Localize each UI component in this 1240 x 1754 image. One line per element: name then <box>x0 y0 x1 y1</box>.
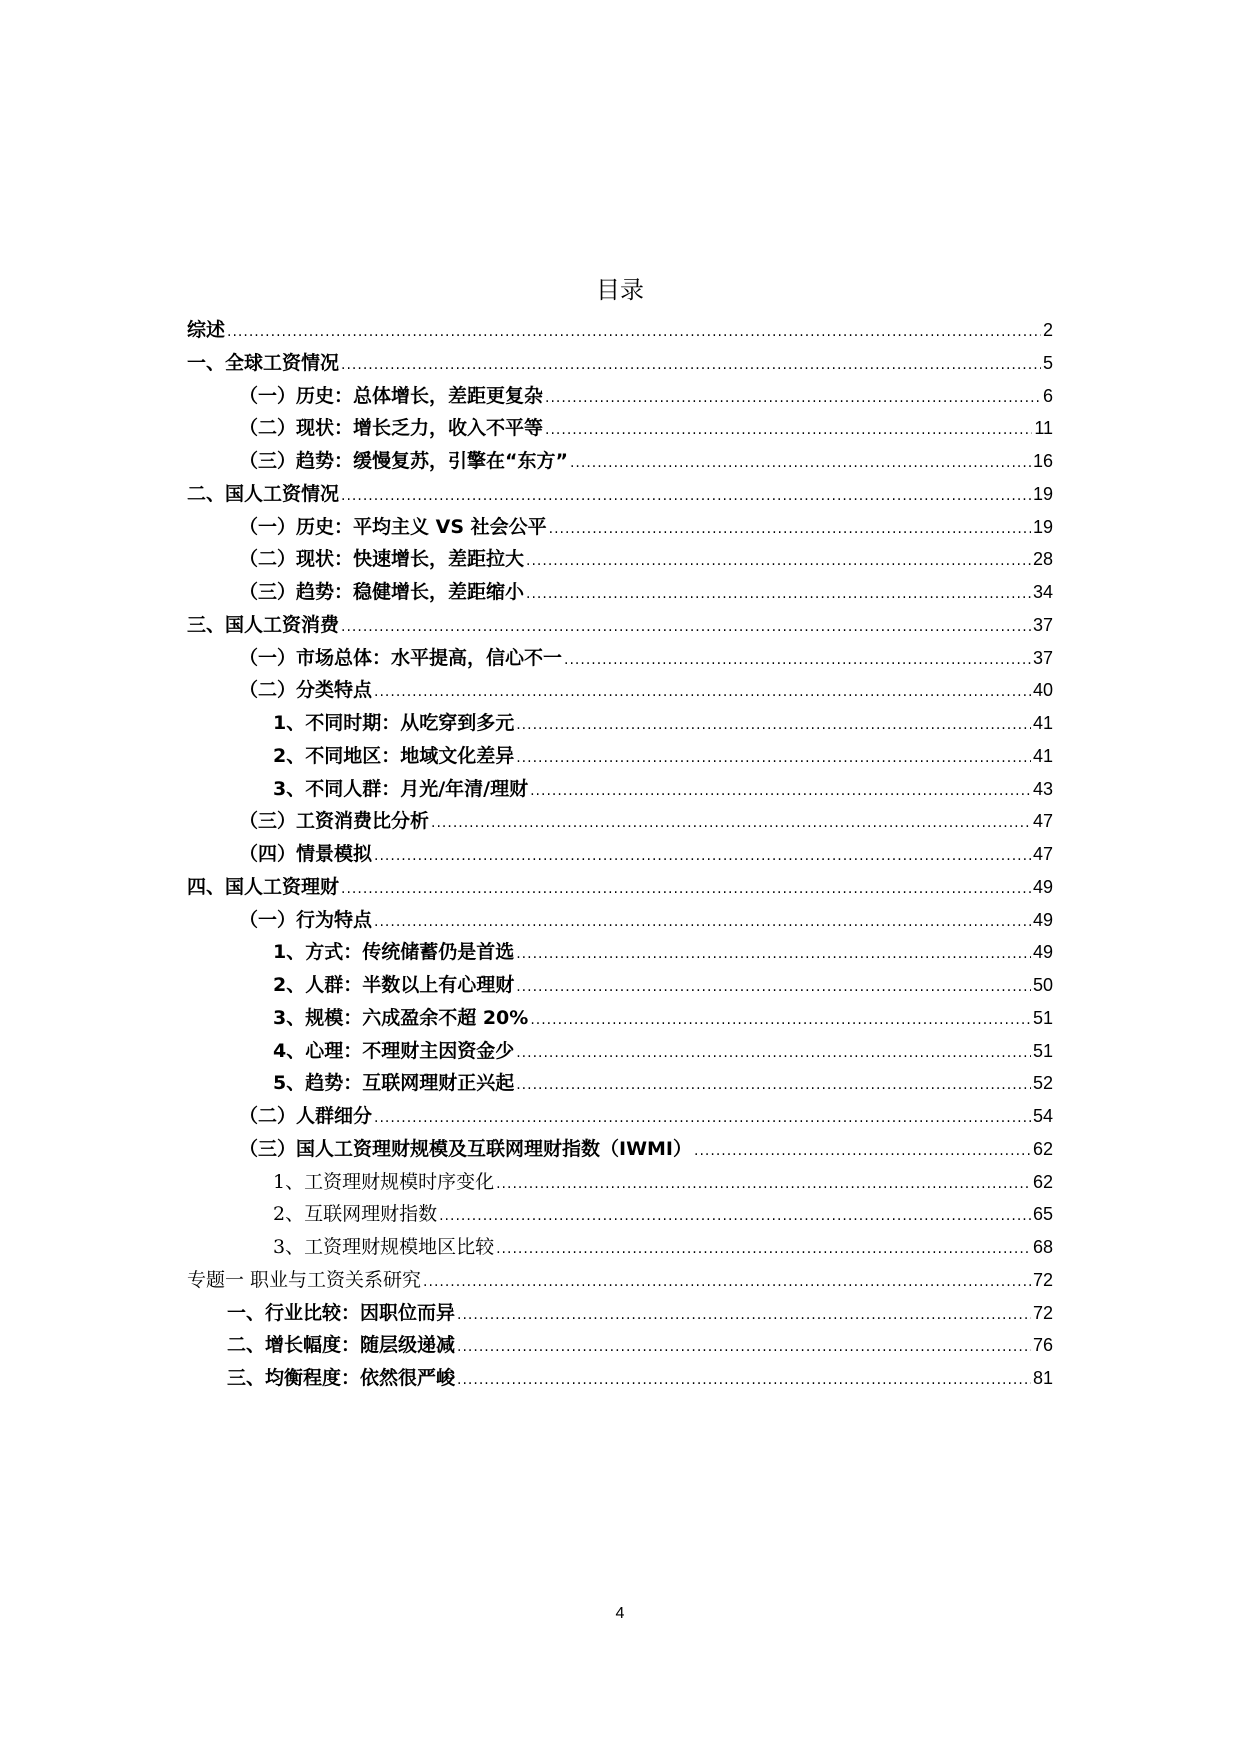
dot-leader <box>496 1176 1031 1192</box>
toc-entry-label: 专题一 职业与工资关系研究 <box>187 1268 422 1291</box>
toc-entry-page: 51 <box>1032 1007 1053 1028</box>
dot-leader <box>374 848 1031 864</box>
dot-leader <box>439 1208 1031 1224</box>
toc-entry-page: 52 <box>1032 1073 1053 1094</box>
dot-leader <box>341 357 1041 373</box>
toc-entry-label: 4、心理：不理财主因资金少 <box>273 1039 515 1062</box>
toc-entry[interactable] <box>187 1003 1053 1036</box>
dot-leader <box>516 1077 1031 1093</box>
toc-entry-label: 2、不同地区：地域文化差异 <box>273 744 515 767</box>
toc-entry-label: 2、互联网理财指数 <box>273 1203 438 1226</box>
dot-leader <box>374 684 1031 700</box>
toc-entry[interactable] <box>187 1199 1053 1232</box>
toc-entry[interactable] <box>187 1068 1053 1101</box>
dot-leader <box>457 1339 1031 1355</box>
toc-entry-page: 28 <box>1032 549 1053 570</box>
toc-entry[interactable] <box>187 1265 1053 1298</box>
toc-entry-page: 47 <box>1032 844 1053 864</box>
toc-entry-page: 49 <box>1032 876 1053 897</box>
dot-leader <box>516 1045 1031 1061</box>
dot-leader <box>530 783 1031 799</box>
toc-entry[interactable] <box>187 544 1053 577</box>
toc-entry-page: 72 <box>1032 1269 1053 1290</box>
toc-entry-label: （二）现状：增长乏力，收入不平等 <box>239 417 544 440</box>
toc-entry[interactable] <box>187 1036 1053 1069</box>
toc-entry-label: 四、国人工资理财 <box>187 875 340 898</box>
toc-entry[interactable] <box>187 512 1053 545</box>
dot-leader <box>341 619 1031 635</box>
toc-entry-page: 54 <box>1032 1106 1053 1126</box>
toc-entry-label: （二）人群细分 <box>239 1105 373 1127</box>
page-number: 4 <box>615 1605 625 1622</box>
toc-entry[interactable] <box>187 315 1053 348</box>
toc-entry-page: 5 <box>1042 352 1053 373</box>
toc-entry-page: 2 <box>1042 320 1053 340</box>
toc-entry[interactable] <box>187 1232 1053 1265</box>
table-of-contents <box>187 315 1053 1396</box>
toc-entry-page: 76 <box>1032 1335 1053 1356</box>
toc-entry-page: 19 <box>1032 483 1053 504</box>
toc-entry[interactable] <box>187 1134 1053 1167</box>
dot-leader <box>227 324 1041 340</box>
toc-entry[interactable] <box>187 774 1053 807</box>
toc-entry-page: 47 <box>1032 811 1053 832</box>
toc-entry-page: 41 <box>1032 713 1053 733</box>
toc-entry-page: 34 <box>1032 582 1053 602</box>
toc-entry-label: （三）工资消费比分析 <box>239 810 430 833</box>
toc-entry-page: 65 <box>1032 1204 1053 1225</box>
toc-entry[interactable] <box>187 675 1053 708</box>
toc-entry-label: 3、工资理财规模地区比较 <box>273 1236 495 1258</box>
toc-entry-label: （二）分类特点 <box>239 679 373 702</box>
toc-entry-page: 49 <box>1032 909 1053 930</box>
dot-leader <box>530 1012 1031 1028</box>
toc-entry[interactable] <box>187 381 1053 414</box>
toc-entry-label: （一）历史：总体增长，差距更复杂 <box>239 384 544 407</box>
toc-entry[interactable] <box>187 741 1053 774</box>
dot-leader <box>570 455 1031 471</box>
toc-entry-page: 40 <box>1032 680 1053 701</box>
toc-entry-page: 19 <box>1032 516 1053 537</box>
dot-leader <box>549 521 1031 537</box>
toc-entry[interactable] <box>187 937 1053 970</box>
toc-entry-page: 16 <box>1032 451 1053 471</box>
toc-entry[interactable] <box>187 839 1053 872</box>
toc-entry-page: 62 <box>1032 1171 1053 1192</box>
toc-entry[interactable] <box>187 479 1053 512</box>
toc-entry[interactable] <box>187 1101 1053 1134</box>
toc-entry-label: （三）趋势：缓慢复苏，引擎在“东方” <box>239 450 568 472</box>
toc-entry[interactable] <box>187 872 1053 905</box>
toc-entry-page: 50 <box>1032 975 1053 995</box>
dot-leader <box>526 586 1031 602</box>
dot-leader <box>423 1274 1031 1290</box>
toc-entry[interactable] <box>187 1298 1053 1331</box>
dot-leader <box>516 946 1031 962</box>
toc-entry-label: （二）现状：快速增长，差距拉大 <box>239 548 525 571</box>
toc-entry-label: （一）历史：平均主义 VS 社会公平 <box>239 515 547 538</box>
toc-entry[interactable] <box>187 1363 1053 1396</box>
toc-entry-page: 37 <box>1032 614 1053 635</box>
toc-entry-page: 68 <box>1032 1237 1053 1257</box>
toc-entry-label: （三）国人工资理财规模及互联网理财指数（IWMI） <box>239 1137 693 1160</box>
toc-entry[interactable] <box>187 708 1053 741</box>
toc-entry-label: 综述 <box>187 319 226 341</box>
dot-leader <box>516 717 1031 733</box>
toc-entry[interactable] <box>187 446 1053 479</box>
dot-leader <box>516 750 1031 766</box>
toc-entry-label: 2、人群：半数以上有心理财 <box>273 974 515 996</box>
toc-entry[interactable] <box>187 970 1053 1003</box>
toc-entry-page: 49 <box>1032 942 1053 963</box>
dot-leader <box>431 815 1031 831</box>
dot-leader <box>374 914 1031 930</box>
toc-entry-label: 1、工资理财规模时序变化 <box>273 1170 495 1193</box>
toc-entry-label: （四）情景模拟 <box>239 843 373 865</box>
toc-entry[interactable] <box>187 1330 1053 1363</box>
toc-entry-page: 72 <box>1032 1302 1053 1323</box>
dot-leader <box>526 553 1031 569</box>
dot-leader <box>516 979 1031 995</box>
dot-leader <box>374 1110 1031 1126</box>
toc-entry-page: 37 <box>1032 647 1053 668</box>
toc-entry[interactable] <box>187 806 1053 839</box>
toc-entry-label: （一）行为特点 <box>239 908 373 931</box>
toc-entry-page: 81 <box>1032 1368 1053 1388</box>
toc-entry[interactable] <box>187 610 1053 643</box>
dot-leader <box>545 422 1032 438</box>
toc-entry-label: 3、规模：六成盈余不超 20% <box>273 1006 529 1029</box>
toc-entry-page: 51 <box>1032 1040 1053 1061</box>
toc-entry-label: （三）趋势：稳健增长，差距缩小 <box>239 581 525 603</box>
toc-entry[interactable] <box>187 643 1053 676</box>
dot-leader <box>341 881 1031 897</box>
toc-entry-page: 41 <box>1032 745 1053 766</box>
toc-entry[interactable] <box>187 905 1053 938</box>
toc-entry-page: 62 <box>1032 1138 1053 1159</box>
dot-leader <box>457 1307 1031 1323</box>
toc-title: 目录 <box>596 276 644 304</box>
dot-leader <box>341 488 1031 504</box>
dot-leader <box>545 390 1041 406</box>
toc-entry[interactable] <box>187 1167 1053 1200</box>
toc-entry-label: 二、国人工资情况 <box>187 482 340 505</box>
toc-entry-page: 6 <box>1042 385 1053 406</box>
toc-entry-label: 5、趋势：互联网理财正兴起 <box>273 1072 515 1095</box>
toc-entry-label: 一、行业比较：因职位而异 <box>227 1301 456 1324</box>
dot-leader <box>457 1372 1031 1388</box>
toc-entry-page: 43 <box>1032 778 1053 799</box>
toc-entry-label: 3、不同人群：月光/年清/理财 <box>273 777 529 800</box>
toc-entry-label: 1、不同时期：从吃穿到多元 <box>273 712 515 734</box>
toc-entry-page: 11 <box>1034 418 1053 439</box>
toc-entry-label: 1、方式：传统储蓄仍是首选 <box>273 941 515 964</box>
toc-entry-label: 二、增长幅度：随层级递减 <box>227 1334 456 1357</box>
toc-entry[interactable] <box>187 348 1053 381</box>
dot-leader <box>694 1143 1031 1159</box>
toc-entry[interactable] <box>187 577 1053 610</box>
toc-entry-label: 三、国人工资消费 <box>187 613 340 636</box>
dot-leader <box>564 652 1031 668</box>
toc-entry-label: 一、全球工资情况 <box>187 351 340 374</box>
toc-entry[interactable] <box>187 413 1053 446</box>
toc-entry-label: （一）市场总体：水平提高，信心不一 <box>239 646 563 669</box>
toc-entry-label: 三、均衡程度：依然很严峻 <box>227 1367 456 1389</box>
dot-leader <box>496 1241 1031 1257</box>
